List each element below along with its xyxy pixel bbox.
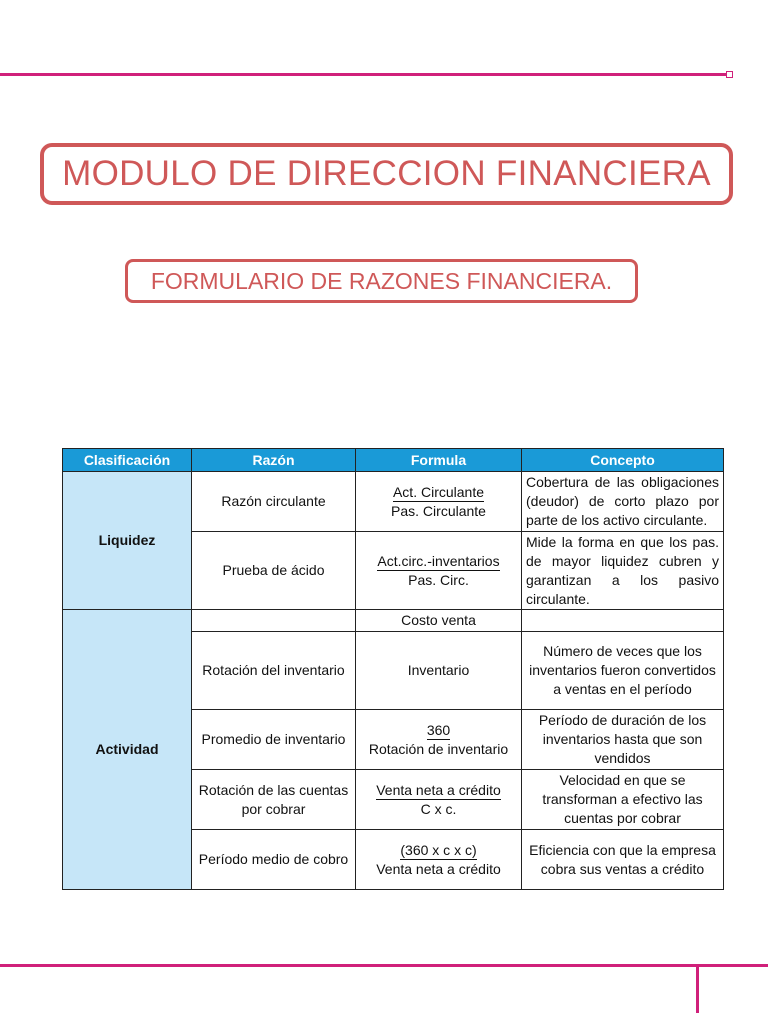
- razon-cell: Rotación de las cuentas por cobrar: [192, 770, 356, 830]
- header-razon: Razón: [192, 449, 356, 472]
- concepto-cell: Mide la forma en que los pas. de mayor liquidez cubren y garantizan a los pasivo circulante.: [522, 532, 724, 610]
- top-divider-line: [0, 73, 727, 76]
- formula-numerator: Act.circ.-inventarios: [377, 553, 500, 569]
- formula-denominator: Pas. Circ.: [408, 572, 469, 588]
- formula-denominator: C x c.: [420, 801, 457, 817]
- concepto-cell: Velocidad en que se transforman a efectivo las cuentas por cobrar: [522, 770, 724, 830]
- top-divider-end-marker: [726, 71, 733, 78]
- formula-cell: Costo venta: [356, 610, 522, 632]
- razon-cell: Razón circulante: [192, 472, 356, 532]
- bottom-divider-tick: [696, 966, 699, 1013]
- razon-cell: [192, 610, 356, 632]
- razon-cell: Rotación del inventario: [192, 632, 356, 710]
- concepto-cell: [522, 610, 724, 632]
- group-liquidez: Liquidez: [63, 472, 192, 610]
- formula-cell: Inventario: [356, 632, 522, 710]
- table-row: [63, 610, 724, 632]
- razon-cell: Período medio de cobro: [192, 830, 356, 890]
- formula-denominator: Venta neta a crédito: [376, 861, 501, 877]
- title-box: [40, 143, 733, 205]
- header-clasificacion: Clasificación: [63, 449, 192, 472]
- group-actividad: Actividad: [63, 610, 192, 890]
- concepto-cell: Cobertura de las obligaciones (deudor) de corto plazo por parte de los activo circulante.: [522, 472, 724, 532]
- formula-cell: [356, 472, 522, 532]
- bottom-divider-line: [0, 964, 768, 967]
- subtitle-box: [125, 259, 638, 303]
- razon-cell: Promedio de inventario: [192, 710, 356, 770]
- concepto-cell: Eficiencia con que la empresa cobra sus ventas a crédito: [522, 830, 724, 890]
- page-title: MODULO DE DIRECCION FINANCIERA: [62, 154, 711, 193]
- table-row: [63, 472, 724, 532]
- formula-numerator: Venta neta a crédito: [376, 782, 501, 798]
- financial-ratios-table: [62, 448, 724, 890]
- formula-denominator: Pas. Circulante: [391, 503, 486, 519]
- page-subtitle: FORMULARIO DE RAZONES FINANCIERA.: [150, 267, 613, 294]
- formula-numerator: (360 x c x c): [400, 842, 477, 858]
- formula-cell: [356, 532, 522, 610]
- formula-numerator: 360: [426, 722, 451, 738]
- header-formula: Formula: [356, 449, 522, 472]
- concepto-cell: Período de duración de los inventarios hasta que son vendidos: [522, 710, 724, 770]
- formula-denominator: Rotación de inventario: [368, 741, 509, 757]
- formula-numerator: Act. Circulante: [392, 484, 485, 500]
- formula-cell: [356, 830, 522, 890]
- table-header-row: [63, 449, 724, 472]
- concepto-cell: Número de veces que los inventarios fueron convertidos a ventas en el período: [522, 632, 724, 710]
- header-concepto: Concepto: [522, 449, 724, 472]
- formula-cell: [356, 770, 522, 830]
- razon-cell: Prueba de ácido: [192, 532, 356, 610]
- formula-cell: [356, 710, 522, 770]
